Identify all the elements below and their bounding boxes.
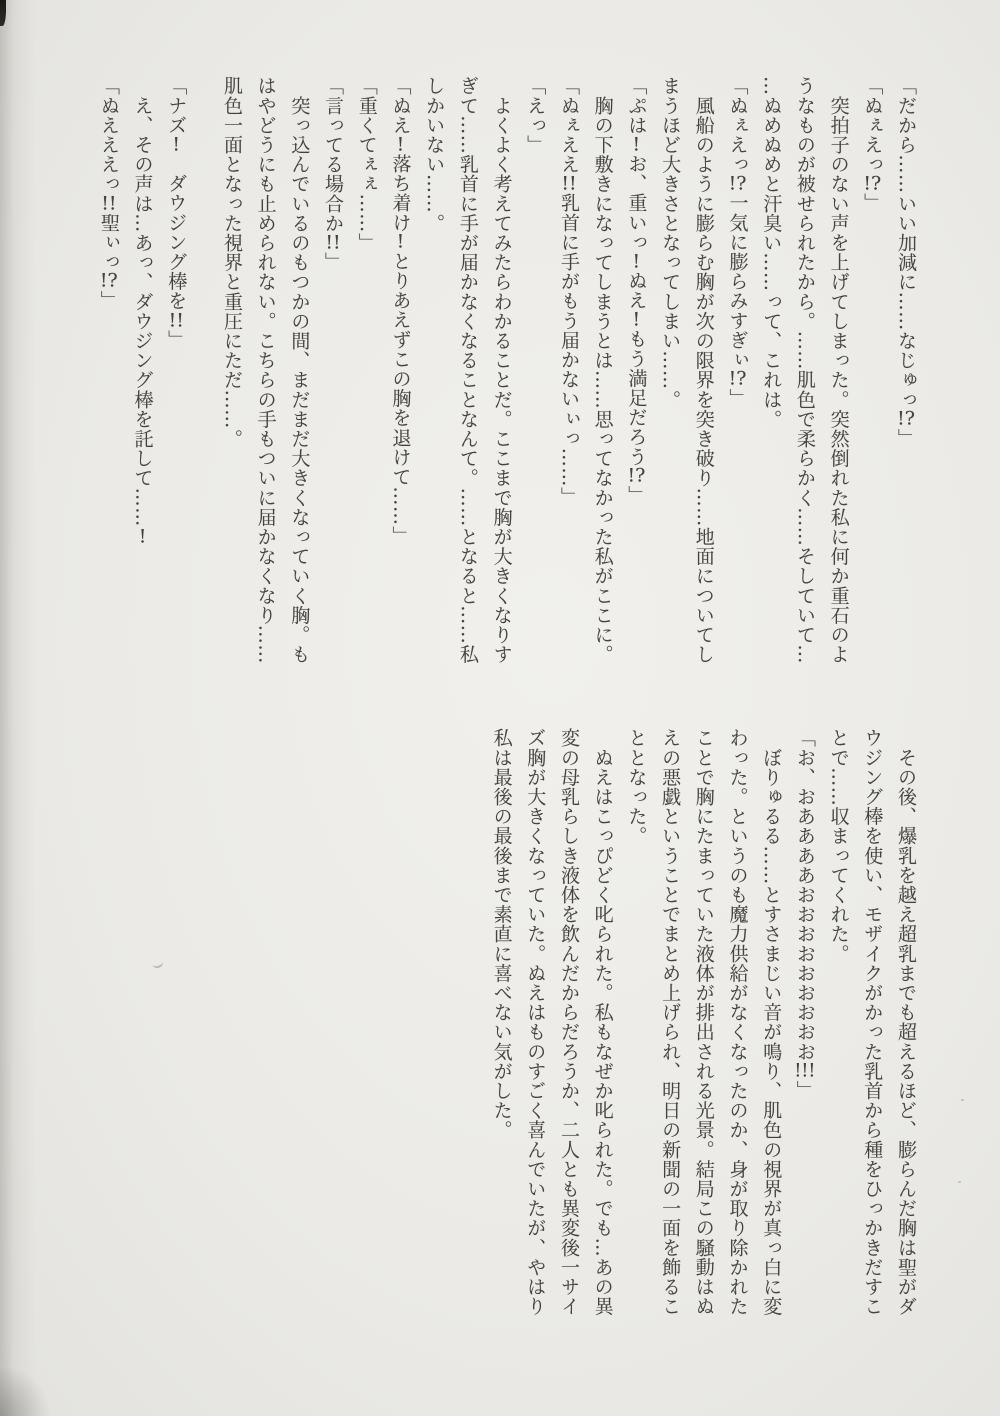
- text-line: 「ぬえ!落ち着け!とりあえずこの胸を退けて……」: [389, 76, 412, 546]
- text-line: 「ぬえええっ!!聖ぃっ!?」: [97, 76, 120, 311]
- text-line: 「ぬぇええ!!乳首に手がもう届かないぃっ……」: [557, 76, 580, 507]
- text-line: 突っ込んでいるのもつかの間、まだまだ大きくなっていく胸。も: [288, 76, 311, 664]
- scan-fleck: [958, 1181, 961, 1183]
- text-line: はやどうにも止められない。こちらの手もついに届かなくなり……: [254, 76, 277, 664]
- text-line: 私は最後の最後まで素直に喜べない気がした。: [490, 728, 513, 1140]
- text-line: その後、爆乳を越え超乳までも超えるほど、膨らんだ胸は聖がダ: [895, 728, 917, 1316]
- scan-fleck: [961, 1099, 964, 1101]
- text-line: 風船のように膨らむ胸が次の限界を突き破り……地面についてし: [692, 76, 715, 664]
- column-gap: [192, 76, 214, 724]
- text-line: ととなった。: [625, 728, 648, 846]
- text-line: 突拍子のない声を上げてしまった。突然倒れた私に何か重石のよ: [827, 76, 850, 664]
- text-line: 「ナズ! ダウジング棒を!!」: [165, 76, 188, 350]
- text-line: 肌色一面となった視界と重圧にただ……。: [220, 76, 243, 449]
- text-line: …ぬめぬめと汗臭い……って、これは。: [760, 76, 783, 429]
- text-line: 変の母乳らしき液体を飲んだからだろうか、二人とも異変後一サイ: [557, 728, 580, 1316]
- text-line: よくよく考えてみたらわかることだ。ここまで胸が大きくなりす: [490, 76, 513, 664]
- text-line: ぬえはこっぴどく叱られた。私もなぜか叱られた。でも…あの異: [591, 728, 614, 1316]
- upper-text-block: [91, 76, 922, 724]
- bottom-left-smudge: [0, 1368, 52, 1416]
- text-line: ぎて……乳首に手が届かなくなることなんて。……となると……私: [456, 76, 479, 664]
- text-line: 「重くてぇぇ……」: [355, 76, 378, 253]
- text-line: 「ぬぇえっ!?」: [861, 76, 884, 213]
- text-line: えの悪戯ということでまとめ上げられ、明日の新聞の一面を飾るこ: [659, 728, 682, 1316]
- lower-text-block: [484, 728, 922, 1376]
- text-line: え、その声は…あっ、ダウジング棒を託して……!: [131, 76, 154, 546]
- text-line: ことで胸にたまっていた液体が排出される光景。結局この騒動はぬ: [692, 728, 715, 1316]
- text-line: 「だから……いい加減に……なじゅっ!?」: [895, 76, 917, 448]
- text-line: ズ胸が大きくなっていた。ぬえはものすごく喜んでいたが、やはり: [524, 728, 547, 1316]
- text-line: ぼりゅるる……とすさまじい音が鳴り、肌色の視界が真っ白に変: [760, 728, 783, 1316]
- text-line: まうほど大きさとなってしまい……。: [659, 76, 682, 410]
- text-line: しかいない……。: [423, 76, 446, 233]
- text-line: ウジング棒を使い、モザイクがかった乳首から種をひっかきだすこ: [861, 728, 884, 1316]
- text-line: 「言ってる場合か!!」: [322, 76, 345, 272]
- text-line: 「えっ」: [524, 76, 547, 155]
- text-line: 「お、おああああおおおおおおおおお!!!」: [793, 728, 816, 1100]
- text-line: 「ぷは!お、重いっ!ぬえ!もう満足だろう!?」: [625, 76, 648, 505]
- text-line: うなものが被せられたから。……肌色で柔らかく……そしていて…: [793, 76, 816, 664]
- text-line: 「ぬぇえっ!?一気に膨らみすぎぃ!?」: [726, 76, 749, 409]
- page-left-edge-shade: [0, 0, 36, 1416]
- text-line: わった。というのも魔力供給がなくなったのか、身が取り除かれた: [726, 728, 749, 1316]
- text-line: 胸の下敷きになってしまうとは……思ってなかった私がここに。: [591, 76, 614, 664]
- text-line: とで……収まってくれた。: [827, 728, 850, 964]
